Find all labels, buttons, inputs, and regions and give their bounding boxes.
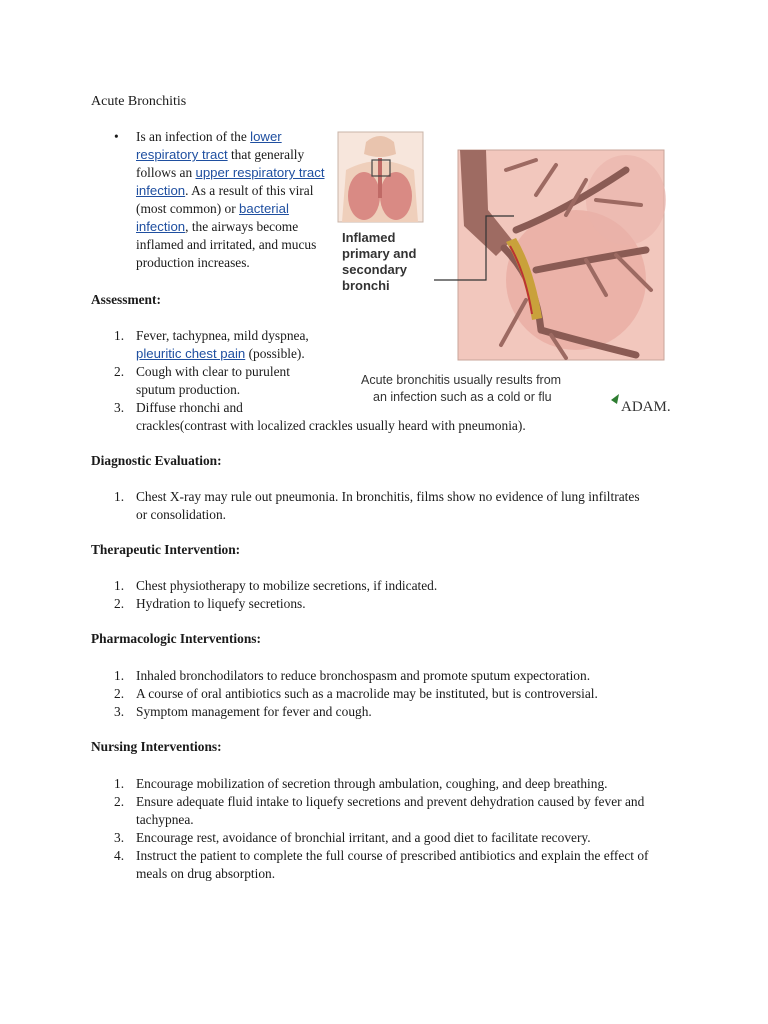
figure-label-line: Inflamed — [342, 230, 396, 245]
therapeutic-heading: Therapeutic Intervention: — [91, 542, 241, 557]
figure-label — [342, 230, 416, 293]
list-item: 1. Fever, tachypnea, mild dyspnea, pleuritic chest pain (possible). — [114, 328, 309, 361]
list-item: 4. Instruct the patient to complete the full course of prescribed antibiotics and explain the effect of meals on drug absorption. — [114, 848, 649, 881]
assessment-list — [114, 327, 584, 435]
pharmacologic-list — [114, 667, 694, 721]
list-item: 1. Chest X-ray may rule out pneumonia. In bronchitis, films show no evidence of lung infiltrates or consolidation. — [114, 489, 640, 522]
list-item: 2. Cough with clear to purulent sputum production. — [114, 364, 290, 397]
intro-text: Is an infection of the lower respiratory tract that generally follows an upper respiratory tract infection. As a result of this viral (most common) or bacterial infection, the airways become inflamed and irritated, and mucus production increases. — [136, 129, 325, 270]
list-item: 2. Hydration to liquefy secretions. — [114, 596, 306, 611]
bacterial-infection-link[interactable]: bacterial infection — [136, 201, 289, 234]
list-item: 1. Chest physiotherapy to mobilize secretions, if indicated. — [114, 578, 438, 593]
diagnostic-list — [114, 488, 654, 524]
list-item: 1. Inhaled bronchodilators to reduce bronchospasm and promote sputum expectoration. — [114, 668, 591, 683]
document-title: Acute Bronchitis — [91, 94, 187, 109]
list-item: 1. Encourage mobilization of secretion through ambulation, coughing, and deep breathing. — [114, 776, 608, 791]
adam-logo — [611, 394, 671, 415]
figure-label-line: bronchi — [342, 278, 390, 293]
list-item: 3. Symptom management for fever and cough. — [114, 704, 372, 719]
figure-label-line: secondary — [342, 262, 408, 277]
adam-brand-text: ADAM. — [621, 399, 671, 415]
figure-caption-line: Acute bronchitis usually results from — [361, 373, 562, 387]
leaf-icon — [611, 394, 619, 404]
list-item: 3. Encourage rest, avoidance of bronchial irritant, and a good diet to facilitate recovery. — [114, 830, 591, 845]
assessment-heading: Assessment: — [91, 292, 161, 307]
bullet-marker: • — [114, 129, 119, 144]
lower-respiratory-tract-link[interactable]: lower respiratory tract — [136, 129, 282, 162]
therapeutic-list — [114, 577, 674, 613]
list-item: 2. A course of oral antibiotics such as a macrolide may be instituted, but is controversial. — [114, 686, 598, 701]
figure-label-line: primary and — [342, 246, 417, 261]
nursing-list — [114, 775, 674, 883]
torso-thumbnail — [338, 132, 423, 222]
pleuritic-chest-pain-link[interactable]: pleuritic chest pain — [136, 346, 246, 361]
figure-caption-line: an infection such as a cold or flu — [373, 390, 552, 404]
nursing-heading: Nursing Interventions: — [91, 739, 222, 754]
list-item: 2. Ensure adequate fluid intake to liquefy secretions and prevent dehydration caused by fever and tachypnea. — [114, 794, 645, 827]
pharmacologic-heading: Pharmacologic Interventions: — [91, 631, 261, 646]
list-item: 3. Diffuse rhonchi and crackles(contrast with localized crackles usually heard with pneumonia). — [114, 400, 526, 433]
upper-respiratory-tract-infection-link[interactable]: upper respiratory tract infection — [136, 165, 325, 198]
diagnostic-heading: Diagnostic Evaluation: — [91, 453, 222, 468]
